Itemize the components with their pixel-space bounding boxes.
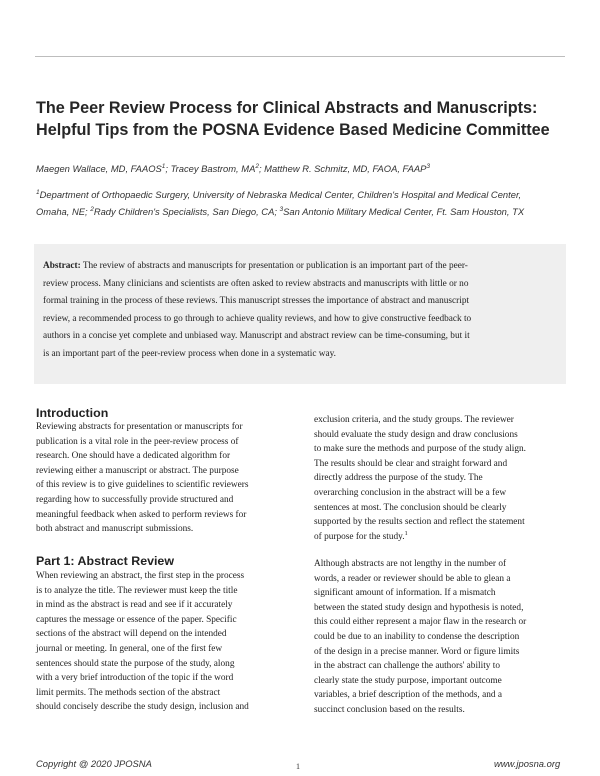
paragraph-line: meaningful feedback when asked to perform reviews for [36,509,247,520]
abstract-line: is an important part of the peer-review process when done in a systematic way. [43,348,336,359]
paragraph-line: regarding how to successfully provide structured and [36,494,234,505]
paragraph-line [314,530,526,545]
affiliation-line-2 [36,203,576,220]
header-rule [35,56,565,57]
affiliation-line-1 [36,186,576,203]
paragraph-line: should concisely describe the study design, inclusion and [36,702,249,713]
abstract-line: authors in a concise yet complete and unbiased way. Manuscript and abstract review can be time-consuming, but it [43,331,470,341]
paragraph-line: both abstract and manuscript submissions. [36,524,194,535]
paragraph-line: publication is a vital role in the peer-review process of [36,436,239,447]
abstract-text: The review of abstracts and manuscripts for presentation or publication is an important part of the peer- [80,261,468,271]
paragraph-line: sections of the abstract will depend on the intended [36,629,227,640]
footer-website: www.jposna.org [494,758,561,769]
paragraph-line: this could either represent a major flaw in the research or [314,617,527,628]
title-line-2: Helpful Tips from the POSNA Evidence Based Medicine Committee [36,121,550,139]
paragraph-line: supported by the results section and reflect the statement [314,517,525,528]
affiliation-mark-3: 3 [279,205,284,213]
part1-heading: Part 1: Abstract Review [36,554,174,568]
paragraph-line: Reviewing abstracts for presentation or manuscripts for [36,422,243,432]
author-2-affiliation-mark: 2 [255,162,259,170]
affiliation-mark-2: 2 [90,205,94,213]
paragraph-line: with a very brief introduction of the topic if the word [36,673,234,684]
paragraph-line: journal or meeting. In general, one of the first few [36,643,223,654]
title-line-1: The Peer Review Process for Clinical Abstracts and Manuscripts: [36,99,538,117]
paragraph-line: directly address the purpose of the study. The [314,473,483,484]
right-paragraph-2 [314,557,526,718]
abstract-line: review, a recommended process to go through to achieve quality reviews, and how to give constructive feedback to [43,313,472,324]
paragraph-line: overarching conclusion in the abstract will be a few [314,487,507,498]
abstract-box [34,244,566,384]
paragraph-line: words, a reader or reviewer should be able to glean a [314,573,511,584]
affiliations [36,186,576,220]
paragraph-line: sentences should state the purpose of the study, along [36,658,235,669]
paragraph-line-text: of purpose for the study. [314,531,405,542]
paragraph-line: captures the message or essence of the paper. Specific [36,614,237,625]
paragraph-line: could be due to an inability to condense the description [314,631,520,642]
author-2: ; Tracey Bastrom, MA [165,163,256,174]
paragraph-line: limit permits. The methods section of the abstract [36,687,221,698]
abstract-line: review process. Many clinicians and scientists are often asked to review abstracts and manuscripts with little or no [43,278,469,289]
affiliation-3-text: San Antonio Military Medical Center, Ft. Sam Houston, TX [283,206,525,217]
affiliation-2-text: Rady Children's Specialists, San Diego, CA; [93,206,280,217]
right-paragraph-1 [314,413,526,544]
paragraph-line: between the stated study design and hypothesis is noted, [314,602,524,613]
introduction-heading: Introduction [36,406,109,420]
introduction-paragraph [36,420,248,537]
abstract-label: Abstract: [43,261,81,271]
author-1: Maegen Wallace, MD, FAAOS [36,163,162,174]
paragraph-line: sentences at most. The conclusion should be clearly [314,502,507,513]
affiliation-1-text-cont: Omaha, NE; [36,206,91,217]
paragraph-line: When reviewing an abstract, the first step in the process [36,571,245,581]
author-list [36,163,566,175]
paragraph-line: research. One should have a dedicated algorithm for [36,451,231,462]
author-3: ; Matthew R. Schmitz, MD, FAOA, FAAP [258,163,427,174]
paragraph-line: clearly state the study purpose, important outcome [314,675,502,686]
reference-mark: 1 [404,529,408,537]
abstract-line [43,258,556,276]
paragraph-line: to make sure the methods and purpose of the study align. [314,444,526,455]
paragraph-line: reviewing either a manuscript or abstract. The purpose [36,465,239,476]
author-1-affiliation-mark: 1 [161,162,166,170]
paper-title [36,97,566,141]
paragraph-line: in the abstract can challenge the authors' ability to [314,661,500,672]
paragraph-line: exclusion criteria, and the study groups. The reviewer [314,415,514,425]
affiliation-mark-1: 1 [36,188,40,196]
footer-copyright: Copyright @ 2020 JPOSNA [36,758,152,769]
paragraph-line: of the design in a precise manner. Word or figure limits [314,646,520,657]
paragraph-line: variables, a brief description of the methods, and a [314,690,502,701]
paragraph-line: The results should be clear and straight forward and [314,458,508,469]
paragraph-line: succinct conclusion based on the results. [314,704,465,715]
paragraph-line: should evaluate the study design and draw conclusions [314,429,518,440]
paragraph-line: Although abstracts are not lengthy in the number of [314,559,507,569]
paragraph-line: is to analyze the title. The reviewer must keep the title [36,585,238,596]
abstract-line: formal training in the process of these reviews. This manuscript stresses the importance of abstract and manuscript [43,296,470,306]
paragraph-line: of this review is to give guidelines to scientific reviewers [36,480,249,491]
page-number: 1 [296,762,300,771]
paragraph-line: in mind as the abstract is read and see if it accurately [36,600,233,611]
part1-paragraph [36,569,249,715]
author-3-affiliation-mark: 3 [426,162,430,170]
affiliation-1-text: Department of Orthopaedic Surgery, University of Nebraska Medical Center, Children's Hospital and Medical Center, [39,189,522,200]
paragraph-line: significant amount of information. If a mismatch [314,588,496,599]
